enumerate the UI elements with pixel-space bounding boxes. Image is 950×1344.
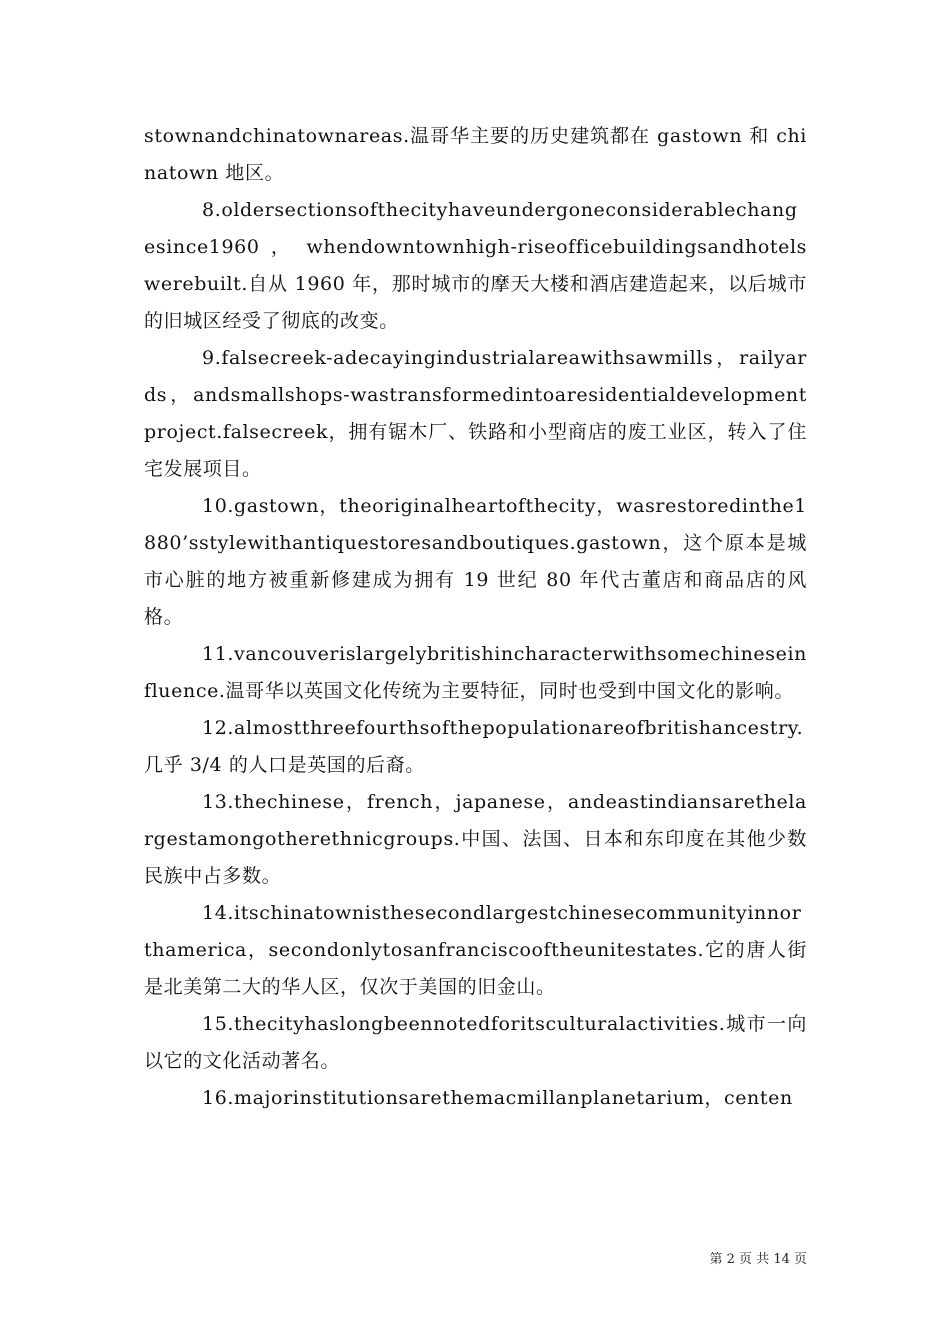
paragraph-item-15: 15.thecityhaslongbeennotedforitsculturalactivities.城市一向以它的文化活动著名。 bbox=[144, 1013, 807, 1072]
paragraph-item-13: 13.thechinese，french，japanese，andeastindiansarethelargestamongotherethnicgroups.中国、法国、日本和东印度在其他少数民族中占多数。 bbox=[144, 791, 807, 887]
paragraph-item-16: 16.majorinstitutionsarethemacmillanplanetarium，centen bbox=[202, 1087, 793, 1109]
paragraph-item-10: 10.gastown，theoriginalheartofthecity，wasrestoredinthe1880’sstylewithantiquestoresandboutiques.gastown，这个原本是城市心脏的地方被重新修建成为拥有 19 世纪 80 年代古董店和商品店的风格。 bbox=[144, 495, 807, 628]
paragraph-item-14: 14.itschinatownisthesecondlargestchinesecommunityinnorthamerica，secondonlytosanfranciscooftheunitestates.它的唐人街是北美第二大的华人区，仅次于美国的旧金山。 bbox=[144, 902, 807, 998]
paragraph-item-12: 12.almostthreefourthsofthepopulationareofbritishancestry.几乎 3/4 的人口是英国的后裔。 bbox=[144, 717, 804, 776]
document-body bbox=[144, 118, 807, 1117]
paragraph-item-8: 8.oldersectionsofthecityhaveundergoneconsiderablechangesince1960 ， whendowntownhigh-riseofficebuildingsandhotelswerebuilt.自从 1960 年，那时城市的摩天大楼和酒店建造起来，以后城市的旧城区经受了彻底的改变。 bbox=[144, 199, 807, 332]
page-number-footer: 第 2 页 共 14 页 bbox=[709, 1252, 807, 1267]
paragraph-continuation: stownandchinatownareas.温哥华主要的历史建筑都在 gastown 和 chinatown 地区。 bbox=[144, 125, 807, 184]
paragraph-item-9: 9.falsecreek-adecayingindustrialareawithsawmills，railyards，andsmallshops-wastransformedintoaresidentialdevelopmentproject.falsecreek，拥有锯木厂、铁路和小型商店的废工业区，转入了住宅发展项目。 bbox=[144, 347, 807, 480]
paragraph-item-11: 11.vancouverislargelybritishincharacterwithsomechineseinfluence.温哥华以英国文化传统为主要特征，同时也受到中国文化的影响。 bbox=[144, 643, 807, 702]
